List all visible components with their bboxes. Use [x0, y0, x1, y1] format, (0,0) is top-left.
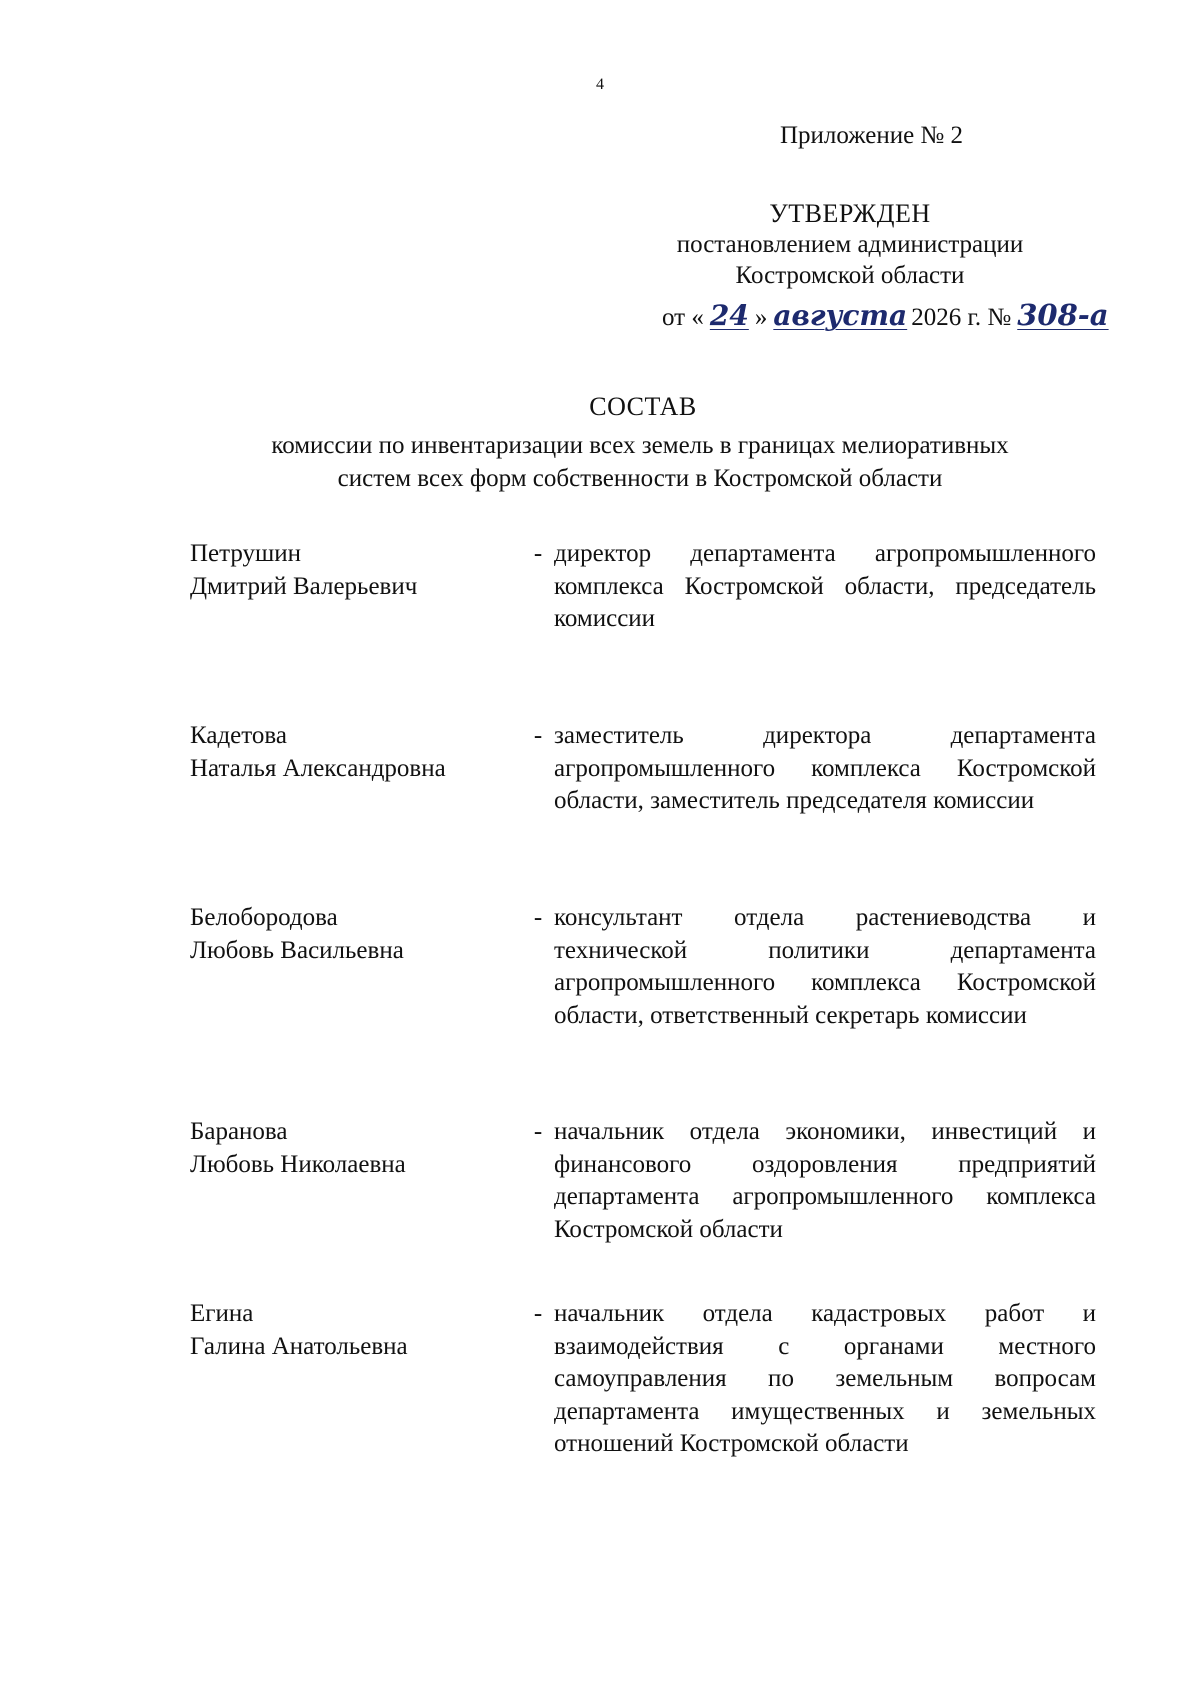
- member-given-names: Наталья Александровна: [190, 754, 446, 782]
- member-given-names: Любовь Николаевна: [190, 1150, 406, 1178]
- member-surname: Баранова: [190, 1118, 288, 1145]
- member-role: директор департамента агропромышленного комплекса Костромской области, председатель комиссии: [554, 540, 1096, 632]
- member-given-names: Дмитрий Валерьевич: [190, 572, 418, 600]
- member-surname: Кадетова: [190, 722, 287, 749]
- document-subtitle: [190, 429, 1090, 495]
- page-number: 4: [596, 76, 604, 93]
- handwritten-day: 24: [709, 299, 749, 332]
- member-role: начальник отдела экономики, инвестиций и финансового оздоровления предприятий департамента агропромышленного комплекса Костромской области: [554, 1118, 1096, 1243]
- handwritten-month: августа: [773, 299, 908, 332]
- appendix-label: Приложение № 2: [780, 122, 964, 149]
- approved-heading: УТВЕРЖДЕН: [769, 199, 931, 228]
- member-name: [190, 1116, 520, 1246]
- approval-block: [600, 198, 1100, 291]
- member-role: заместитель директора департамента агропромышленного комплекса Костромской области, заместитель председателя комиссии: [554, 722, 1096, 814]
- subtitle-line-1: комиссии по инвентаризации всех земель в границах мелиоративных: [271, 432, 1009, 459]
- member-name: [190, 720, 520, 818]
- member-dash: -: [533, 722, 543, 749]
- subtitle-line-2: систем всех форм собственности в Костромской области: [337, 465, 943, 492]
- member-row: [190, 720, 1096, 818]
- member-row: [190, 1116, 1096, 1246]
- member-dash: -: [533, 1300, 543, 1327]
- document-title: СОСТАВ: [589, 392, 697, 421]
- member-given-names: Любовь Васильевна: [190, 936, 404, 964]
- date-year: 2026 г. №: [911, 304, 1012, 331]
- member-role: консультант отдела растениеводства и технической политики департамента агропромышленного комплекса Костромской области, ответственный секретарь комиссии: [554, 904, 1096, 1029]
- member-dash: -: [533, 904, 543, 931]
- member-surname: Егина: [190, 1300, 254, 1327]
- approval-line-2: Костромской области: [735, 262, 965, 289]
- member-surname: Белобородова: [190, 904, 338, 931]
- member-given-names: Галина Анатольевна: [190, 1332, 408, 1360]
- handwritten-number: 308-а: [1017, 298, 1109, 332]
- member-dash: -: [533, 1118, 543, 1145]
- member-row: [190, 1298, 1096, 1461]
- member-role: начальник отдела кадастровых работ и взаимодействия с органами местного самоуправления по земельным вопросам департамента имущественных и земельных отношений Костромской области: [554, 1300, 1096, 1457]
- approval-line-1: постановлением администрации: [676, 231, 1024, 258]
- date-mid: »: [754, 304, 768, 331]
- member-name: [190, 1298, 520, 1461]
- member-surname: Петрушин: [190, 540, 302, 567]
- date-prefix: от «: [662, 304, 704, 331]
- member-dash: -: [533, 540, 543, 567]
- approval-date-line: [662, 298, 1109, 332]
- member-name: [190, 538, 520, 636]
- member-row: [190, 538, 1096, 636]
- member-row: [190, 902, 1096, 1032]
- member-name: [190, 902, 520, 1032]
